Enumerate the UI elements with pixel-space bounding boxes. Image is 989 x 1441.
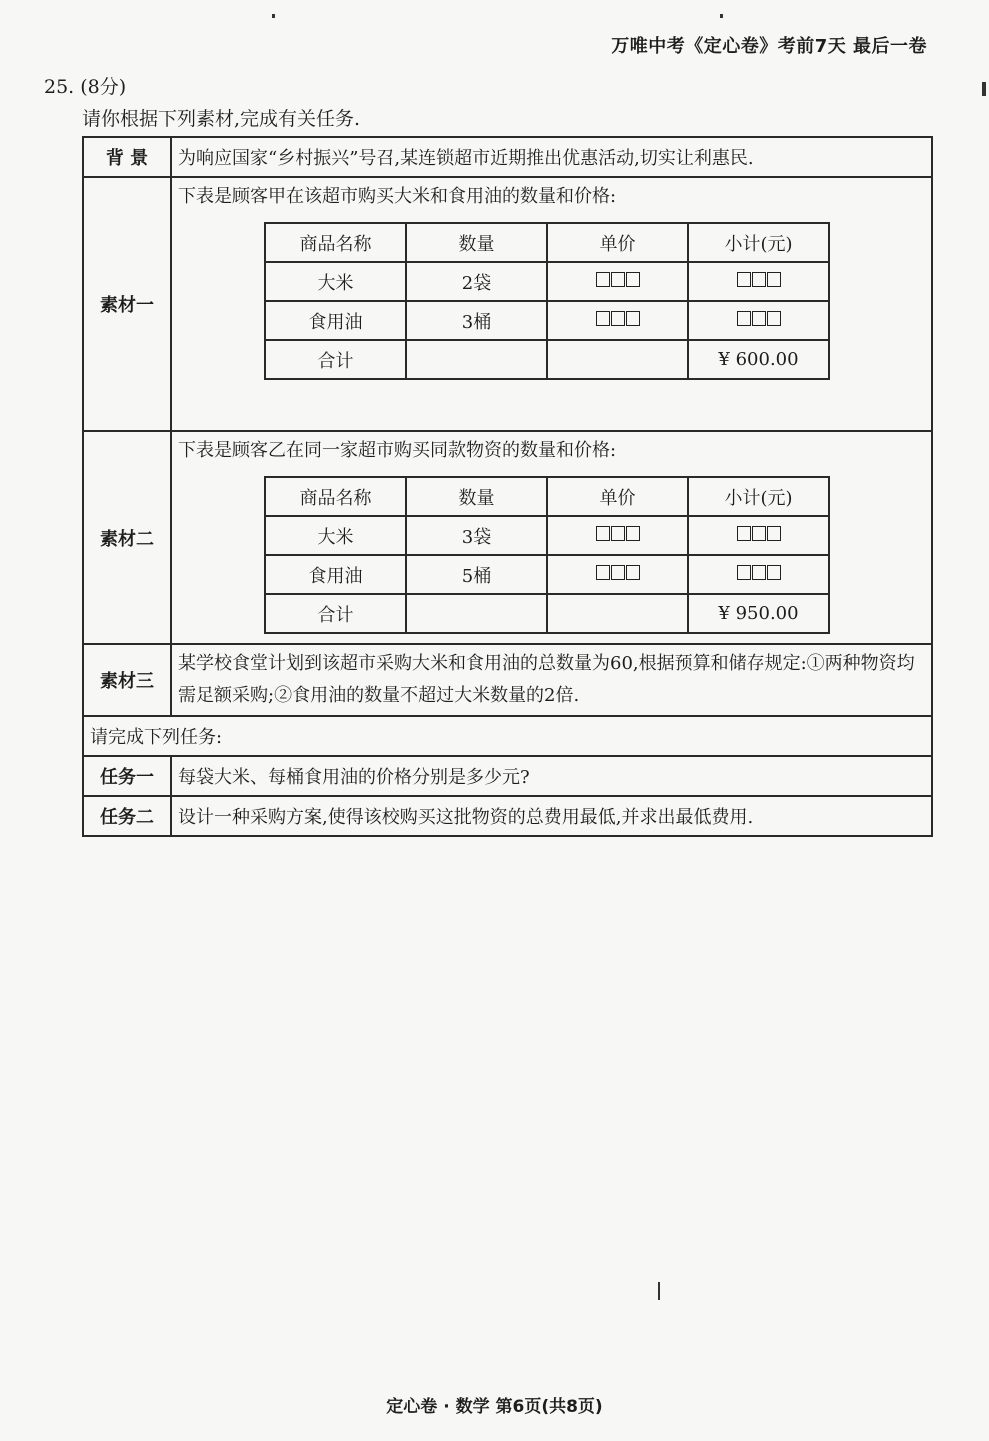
task2-row bbox=[83, 796, 932, 836]
scan-speck bbox=[982, 82, 986, 96]
material2-price-table bbox=[264, 476, 830, 634]
question-number: 25. (8分) bbox=[44, 76, 127, 98]
task1-text: 每袋大米、每桶食用油的价格分别是多少元? bbox=[171, 756, 932, 796]
subtotal-blank bbox=[688, 301, 829, 340]
header-cell: 小计(元) bbox=[688, 477, 829, 516]
scan-speck bbox=[658, 1282, 660, 1300]
table-row bbox=[265, 301, 829, 340]
empty-cell bbox=[406, 594, 547, 633]
item-qty: 3桶 bbox=[406, 301, 547, 340]
page-header: 万唯中考《定心卷》考前7天 最后一卷 bbox=[611, 36, 927, 57]
total-label: 合计 bbox=[265, 594, 406, 633]
item-name: 食用油 bbox=[265, 555, 406, 594]
material3-text: 某学校食堂计划到该超市采购大米和食用油的总数量为60,根据预算和储存规定:①两种物资均需足额采购;②食用油的数量不超过大米数量的2倍. bbox=[171, 644, 932, 716]
background-label: 背 景 bbox=[83, 137, 171, 177]
material1-desc: 下表是顾客甲在该超市购买大米和食用油的数量和价格: bbox=[178, 186, 617, 207]
material3-row bbox=[83, 644, 932, 716]
task1-label: 任务一 bbox=[83, 756, 171, 796]
header-cell: 小计(元) bbox=[688, 223, 829, 262]
scan-speck bbox=[272, 14, 275, 18]
material2-row bbox=[83, 431, 932, 644]
unit-price-blank bbox=[547, 516, 688, 555]
header-cell: 单价 bbox=[547, 477, 688, 516]
background-row bbox=[83, 137, 932, 177]
header-cell: 商品名称 bbox=[265, 477, 406, 516]
material3-label: 素材三 bbox=[83, 644, 171, 716]
item-name: 大米 bbox=[265, 262, 406, 301]
total-value: ¥ 950.00 bbox=[688, 594, 829, 633]
material1-row bbox=[83, 177, 932, 431]
item-qty: 2袋 bbox=[406, 262, 547, 301]
material1-cell bbox=[171, 177, 932, 431]
task2-label: 任务二 bbox=[83, 796, 171, 836]
empty-cell bbox=[547, 594, 688, 633]
materials-table bbox=[82, 136, 933, 837]
material2-header-row bbox=[265, 477, 829, 516]
tasks-prompt-row bbox=[83, 716, 932, 756]
total-row bbox=[265, 340, 829, 379]
table-row bbox=[265, 516, 829, 555]
subtotal-blank bbox=[688, 262, 829, 301]
item-qty: 5桶 bbox=[406, 555, 547, 594]
table-row bbox=[265, 555, 829, 594]
question-intro: 请你根据下列素材,完成有关任务. bbox=[82, 108, 361, 130]
unit-price-blank bbox=[547, 301, 688, 340]
empty-cell bbox=[547, 340, 688, 379]
material2-label: 素材二 bbox=[83, 431, 171, 644]
scan-speck bbox=[720, 14, 723, 18]
total-value: ¥ 600.00 bbox=[688, 340, 829, 379]
material1-price-table bbox=[264, 222, 830, 380]
material1-header-row bbox=[265, 223, 829, 262]
total-label: 合计 bbox=[265, 340, 406, 379]
empty-cell bbox=[406, 340, 547, 379]
header-cell: 商品名称 bbox=[265, 223, 406, 262]
header-cell: 单价 bbox=[547, 223, 688, 262]
total-row bbox=[265, 594, 829, 633]
item-name: 食用油 bbox=[265, 301, 406, 340]
subtotal-blank bbox=[688, 516, 829, 555]
item-qty: 3袋 bbox=[406, 516, 547, 555]
task1-row bbox=[83, 756, 932, 796]
unit-price-blank bbox=[547, 555, 688, 594]
material2-desc: 下表是顾客乙在同一家超市购买同款物资的数量和价格: bbox=[178, 440, 617, 461]
header-cell: 数量 bbox=[406, 223, 547, 262]
item-name: 大米 bbox=[265, 516, 406, 555]
material2-cell bbox=[171, 431, 932, 644]
page-footer: 定心卷 · 数学 第6页(共8页) bbox=[386, 1397, 603, 1417]
background-text: 为响应国家“乡村振兴”号召,某连锁超市近期推出优惠活动,切实让利惠民. bbox=[171, 137, 932, 177]
table-row bbox=[265, 262, 829, 301]
subtotal-blank bbox=[688, 555, 829, 594]
material1-label: 素材一 bbox=[83, 177, 171, 431]
tasks-prompt: 请完成下列任务: bbox=[83, 716, 932, 756]
header-cell: 数量 bbox=[406, 477, 547, 516]
task2-text: 设计一种采购方案,使得该校购买这批物资的总费用最低,并求出最低费用. bbox=[171, 796, 932, 836]
unit-price-blank bbox=[547, 262, 688, 301]
